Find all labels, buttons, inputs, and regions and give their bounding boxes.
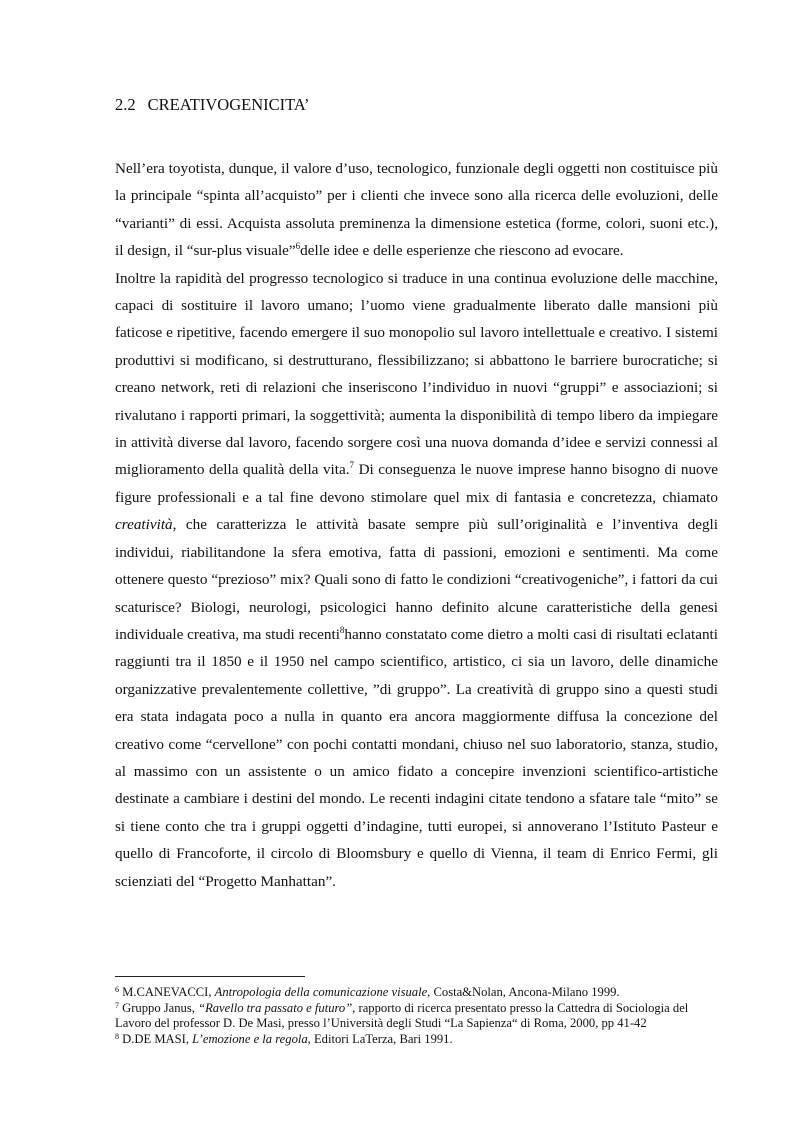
body-text [115, 155, 718, 895]
paragraph-2-text-d: hanno constatato come dietro a molti casi di risultati eclatanti raggiunti tra il 1850 e il 1950 nel campo scientifico, artistico, ci sia un lavoro, delle dinamiche organizzative prevalentemente collettive, ”di gruppo”. La creatività di gruppo sino a questi studi era stata indagata poco a nulla in quanto era ancora maggiormente diffusa la concezione del creativo come “cervellone” con pochi contatti mondani, chiuso nel suo laboratorio, stanza, studio, al massimo con un assistente o un amico fidato a concepire invenzioni scientifico-artistiche destinate a cambiare i destini del mondo. Le recenti indagini citate tendono a sfatare tale “mito” se si tiene conto che tra i gruppi oggetti d’indagine, tutti europei, si annoverano l’Istituto Pasteur e quello di Francoforte, il circolo di Bloomsbury e quello di Vienna, il team di Enrico Fermi, gli scienziati del “Progetto Manhattan”. [115, 625, 718, 890]
footnote-text: Costa&Nolan, Ancona-Milano 1999. [430, 985, 620, 999]
footnote-text: Gruppo Janus, [119, 1000, 199, 1015]
footnote-ref-6: 6 [295, 241, 301, 252]
footnote-6 [115, 985, 725, 1001]
footnote-7 [115, 1001, 725, 1032]
footnote-8 [115, 1032, 725, 1048]
paragraph-2-text-c: , che caratterizza le attività basate sempre più sull’originalità e l’inventiva degli individui, riabilitandone la sfera emotiva, fatta di passioni, emozioni e sentimenti. Ma come ottenere questo “prezioso” mix? Quali sono di fatto le condizioni “creativogeniche”, i fattori da cui scaturisce? Biologi, neurologi, psicologici hanno definito alcune caratteristiche della genesi individuale creativa, ma studi recenti [115, 516, 718, 643]
footnote-title: “Ravello tra passato e futuro”, [198, 1000, 356, 1015]
section-number: 2.2 [115, 95, 136, 114]
italic-term-creativita: creatività [115, 516, 173, 534]
paragraph-1-text-a: Nell’era toyotista, dunque, il valore d’uso, tecnologico, funzionale degli oggetti non costituisce più la principale “spinta all’acquisto” per i clienti che invece sono alla ricerca delle evoluzioni, delle “varianti” di essi. Acquista assoluta preminenza la dimensione estetica (forme, colori, suoni etc.), il design, il “sur-plus visuale” [115, 160, 718, 260]
footnote-ref-8: 8 [339, 624, 345, 635]
section-heading [115, 95, 309, 115]
footnote-ref-7: 7 [349, 460, 355, 471]
paragraph-1 [115, 155, 718, 265]
footnote-number: 8 [115, 1031, 119, 1041]
footnote-title: Antropologia della comunicazione visuale, [214, 985, 431, 999]
section-title: CREATIVOGENICITA’ [147, 95, 310, 114]
footnote-text: M.CANEVACCI, [119, 985, 215, 999]
footnote-number: 7 [115, 1000, 119, 1010]
footnotes [115, 985, 725, 1047]
footnote-text: Editori LaTerza, Bari 1991. [310, 1031, 453, 1046]
paragraph-1-text-b: delle idee e delle esperienze che riescono ad evocare. [300, 242, 624, 260]
paragraph-2-text-b: Di conseguenza le nuove imprese hanno bisogno di nuove figure professionali e a tal fine devono stimolare quel mix di fantasia e concretezza, chiamato [115, 461, 718, 506]
paragraph-2 [115, 265, 718, 895]
footnote-number: 6 [115, 985, 119, 994]
footnote-text: D.DE MASI, [119, 1031, 193, 1046]
paragraph-2-text-a: Inoltre la rapidità del progresso tecnologico si traduce in una continua evoluzione delle macchine, capaci di sostituire il lavoro umano; l’uomo viene gradualmente liberato dalle mansioni più faticose e ripetitive, facendo emergere il suo monopolio sul lavoro intellettuale e creativo. I sistemi produttivi si modificano, si destrutturano, flessibilizzano; si abbattono le barriere burocratiche; si creano network, reti di relazioni che inseriscono l’individuo in nuovi “gruppi” e associazioni; si rivalutano i rapporti primari, la soggettività; aumenta la disponibilità di tempo libero da impiegare in attività diverse dal lavoro, facendo sorgere così una nuova domanda d’idee e servizi connessi al miglioramento della qualità della vita. [115, 269, 718, 479]
footnote-text: rapporto di ricerca presentato presso la Cattedra di Sociologia del Lavoro del professor D. De Masi, presso l’Università degli Studi “La Sapienza“ di Roma, 2000, pp 41-42 [115, 1000, 689, 1031]
footnote-divider [115, 976, 305, 977]
footnote-title: L’emozione e la regola, [192, 1031, 311, 1046]
